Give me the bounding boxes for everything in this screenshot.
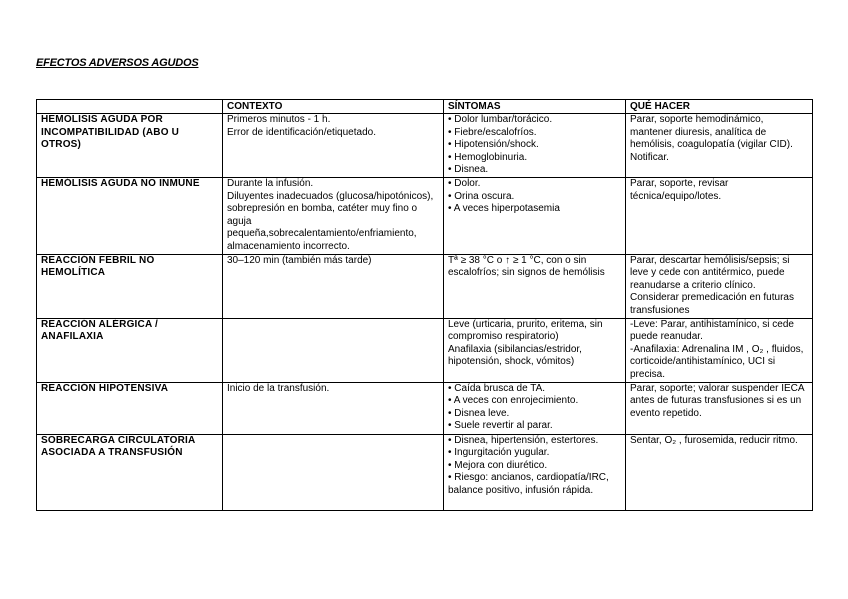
sintomas-cell: • Dolor. • Orina oscura. • A veces hiperpotasemia: [444, 178, 626, 255]
sintomas-cell: Tª ≥ 38 °C o ↑ ≥ 1 °C, con o sin escalofríos; sin signos de hemólisis: [444, 254, 626, 318]
table-row: [37, 382, 813, 434]
table-row: [37, 254, 813, 318]
row-name-cell: HEMOLISIS AGUDA POR INCOMPATIBILIDAD (ABO U OTROS): [37, 114, 223, 178]
table-row: [37, 178, 813, 255]
table-row: [37, 318, 813, 382]
sintomas-cell: • Disnea, hipertensión, estertores. • Ingurgitación yugular. • Mejora con diurético. • Riesgo: ancianos, cardiopatía/IRC, balance positivo, infusión rápida.: [444, 434, 626, 510]
contexto-cell: 30–120 min (también más tarde): [223, 254, 444, 318]
contexto-cell: Durante la infusión. Diluyentes inadecuados (glucosa/hipotónicos), sobrepresión en bomba, catéter muy fino o aguja pequeña,sobrecalentamiento/enfriamiento, almacenamiento incorrecto.: [223, 178, 444, 255]
sintomas-cell: Leve (urticaria, prurito, eritema, sin compromiso respiratorio) Anafilaxia (sibilancias/estridor, hipotensión, shock, vómitos): [444, 318, 626, 382]
que-hacer-cell: -Leve: Parar, antihistamínico, si cede puede reanudar. -Anafilaxia: Adrenalina IM , O₂ , fluidos, corticoide/antihistamínico, UCI si precisa.: [626, 318, 813, 382]
header-cell-empty: [37, 100, 223, 114]
table-row: [37, 434, 813, 510]
contexto-cell: Inicio de la transfusión.: [223, 382, 444, 434]
adverse-effects-table: [36, 99, 813, 511]
header-cell-sintomas: SÍNTOMAS: [444, 100, 626, 114]
sintomas-cell: • Caída brusca de TA. • A veces con enrojecimiento. • Disnea leve. • Suele revertir al parar.: [444, 382, 626, 434]
contexto-cell: [223, 318, 444, 382]
table-header-row: [37, 100, 813, 114]
sintomas-cell: • Dolor lumbar/torácico. • Fiebre/escalofríos. • Hipotensión/shock. • Hemoglobinuria. • Disnea.: [444, 114, 626, 178]
header-cell-que-hacer: QUÉ HACER: [626, 100, 813, 114]
que-hacer-cell: Parar, descartar hemólisis/sepsis; si leve y cede con antitérmico, puede reanudarse a criterio clínico. Considerar premedicación en futuras transfusiones: [626, 254, 813, 318]
que-hacer-cell: Parar, soporte hemodinámico, mantener diuresis, analítica de hemólisis, coagulopatía (vigilar CID). Notificar.: [626, 114, 813, 178]
que-hacer-cell: Parar, soporte, revisar técnica/equipo/lotes.: [626, 178, 813, 255]
que-hacer-cell: Parar, soporte; valorar suspender IECA antes de futuras transfusiones si es un evento repetido.: [626, 382, 813, 434]
row-name-cell: REACCIÓN HIPOTENSIVA: [37, 382, 223, 434]
table-row: [37, 114, 813, 178]
document-title: EFECTOS ADVERSOS AGUDOS: [36, 57, 199, 69]
row-name-cell: REACCIÓN ALÉRGICA / ANAFILAXIA: [37, 318, 223, 382]
row-name-cell: REACCIÓN FEBRIL NO HEMOLÍTICA: [37, 254, 223, 318]
contexto-cell: [223, 434, 444, 510]
que-hacer-cell: Sentar, O₂ , furosemida, reducir ritmo.: [626, 434, 813, 510]
contexto-cell: Primeros minutos - 1 h. Error de identificación/etiquetado.: [223, 114, 444, 178]
header-cell-contexto: CONTEXTO: [223, 100, 444, 114]
row-name-cell: SOBRECARGA CIRCULATORIA ASOCIADA A TRANSFUSIÓN: [37, 434, 223, 510]
row-name-cell: HEMÓLISIS AGUDA NO INMUNE: [37, 178, 223, 255]
